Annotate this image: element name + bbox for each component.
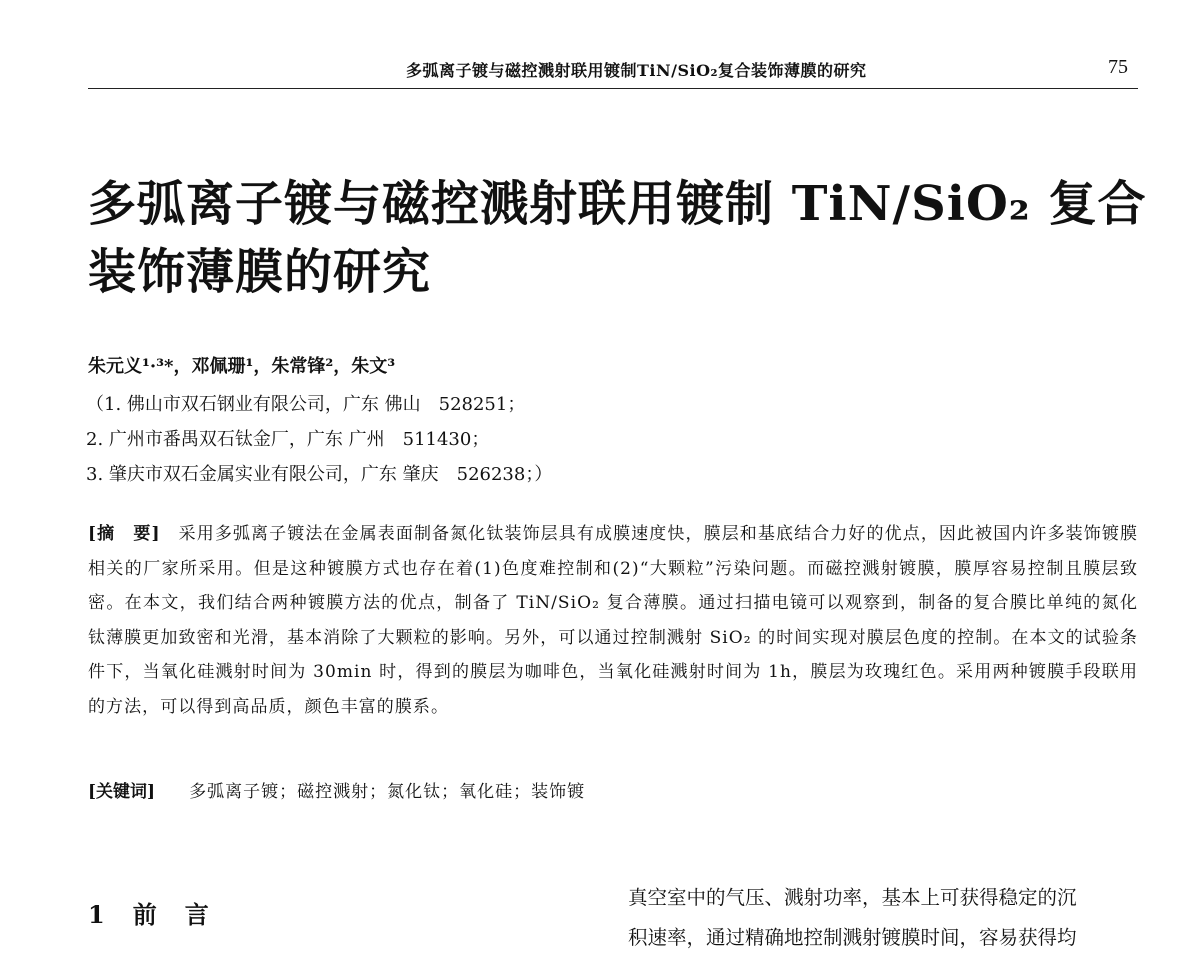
section-heading-introduction: 1 前 言	[88, 900, 211, 929]
running-header	[88, 54, 1138, 89]
page-number: 75	[1108, 56, 1128, 78]
keywords-label: [关键词]	[88, 782, 156, 802]
affiliation-1: （1. 佛山市双石钢业有限公司，广东 佛山 528251；	[86, 394, 526, 415]
affiliation-2: 2. 广州市番禺双石钛金厂，广东 广州 511430；	[86, 429, 490, 450]
abstract-label: [摘 要]	[88, 524, 161, 544]
body-text-right-column	[628, 878, 1138, 958]
paper-title	[88, 170, 1158, 306]
abstract-text: 采用多弧离子镀法在金属表面制备氮化钛装饰层具有成膜速度快，膜层和基底结合力好的优点，因此被国内许多装饰镀膜相关的厂家所采用。但是这种镀膜方式也存在着(1)色度难控制和(2)“大颗粒”污染问题。而磁控溅射镀膜，膜厚容易控制且膜层致密。在本文，我们结合两种镀膜方法的优点，制备了 TiN/SiO₂ 复合薄膜。通过扫描电镜可以观察到，制备的复合膜比单纯的氮化钛薄膜更加致密和光滑，基本消除了大颗粒的影响。另外，可以通过控制溅射 SiO₂ 的时间实现对膜层色度的控制。在本文的试验条件下，当氧化硅溅射时间为 30min 时，得到的膜层为咖啡色，当氧化硅溅射时间为 1h，膜层为玫瑰红色。采用两种镀膜手段联用的方法，可以得到高品质，颜色丰富的膜系。	[88, 524, 1138, 717]
author-list: 朱元义¹·³*，邓佩珊¹，朱常锋²，朱文³	[88, 356, 396, 377]
affiliation-3: 3. 肇庆市双石金属实业有限公司，广东 肇庆 526238；）	[86, 464, 553, 485]
abstract	[88, 517, 1138, 724]
keywords	[88, 777, 585, 802]
body-line-2: 积速率，通过精确地控制溅射镀膜时间，容易获得均	[628, 926, 1077, 949]
body-line-1: 真空室中的气压、溅射功率，基本上可获得稳定的沉	[628, 886, 1077, 909]
running-title: 多弧离子镀与磁控溅射联用镀制TiN/SiO₂复合装饰薄膜的研究	[406, 61, 867, 80]
keywords-values: 多弧离子镀；磁控溅射；氮化钛；氧化硅；装饰镀	[189, 782, 586, 802]
paper-title-line-1: 多弧离子镀与磁控溅射联用镀制 TiN/SiO₂ 复合	[88, 176, 1147, 232]
paper-title-line-2: 装饰薄膜的研究	[88, 244, 432, 300]
